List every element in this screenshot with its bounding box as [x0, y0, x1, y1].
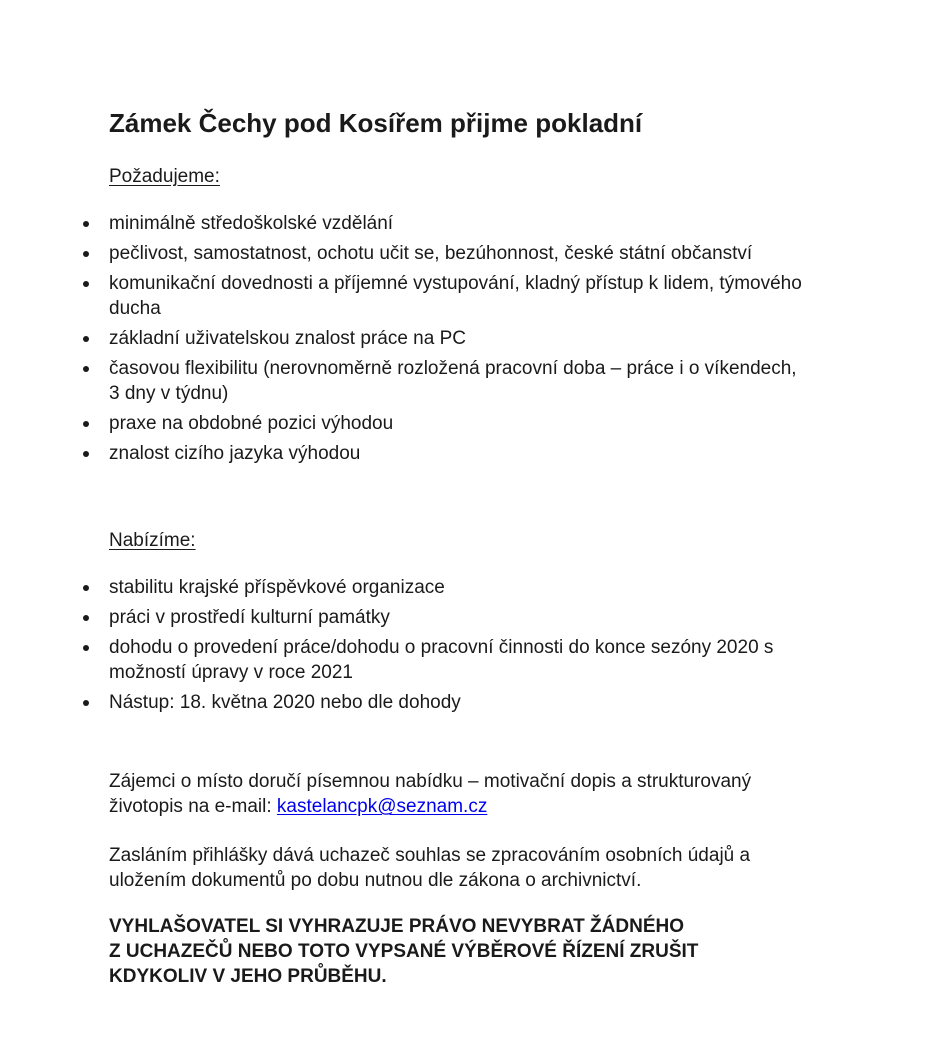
bullet-icon: [83, 421, 89, 427]
list-item: [0, 690, 809, 715]
list-item: [0, 326, 809, 351]
requirement-text: časovou flexibilitu (nerovnoměrně rozložená pracovní doba – práce i o víkendech, 3 dny v týdnu): [109, 358, 797, 404]
requirements-list: [0, 211, 934, 471]
bullet-icon: [83, 645, 89, 651]
warning-line: VYHLAŠOVATEL SI VYHRAZUJE PRÁVO NEVYBRAT ŽÁDNÉHO: [109, 916, 684, 937]
bullet-icon: [83, 281, 89, 287]
requirement-text: komunikační dovednosti a příjemné vystupování, kladný přístup k lidem, týmového ducha: [109, 273, 802, 319]
warning-paragraph: [109, 914, 829, 989]
bullet-icon: [83, 251, 89, 257]
offer-heading: Nabízíme:: [109, 530, 196, 551]
application-text: Zájemci o místo doručí písemnou nabídku – motivační dopis a strukturovaný životopis na e-mail:: [109, 771, 752, 817]
list-item: [0, 241, 809, 266]
offer-text: dohodu o provedení práce/dohodu o pracovní činnosti do konce sezóny 2020 s možností úpravy v roce 2021: [109, 637, 774, 683]
consent-paragraph: Zasláním přihlášky dává uchazeč souhlas se zpracováním osobních údajů a uložením dokumentů po dobu nutnou dle zákona o archivnictví.: [109, 845, 751, 891]
warning-line: Z UCHAZEČŮ NEBO TOTO VYPSANÉ VÝBĚROVÉ ŘÍZENÍ ZRUŠIT: [109, 941, 699, 962]
offer-text: Nástup: 18. května 2020 nebo dle dohody: [109, 692, 461, 713]
offer-list: [0, 575, 934, 720]
bullet-icon: [83, 336, 89, 342]
list-item: [0, 356, 809, 406]
list-item: [0, 605, 809, 630]
requirement-text: základní uživatelskou znalost práce na PC: [109, 328, 466, 349]
list-item: [0, 635, 809, 685]
bullet-icon: [83, 700, 89, 706]
offer-text: stabilitu krajské příspěvkové organizace: [109, 577, 445, 598]
page-title: Zámek Čechy pod Kosířem přijme pokladní: [109, 108, 643, 138]
bullet-icon: [83, 615, 89, 621]
requirement-text: minimálně středoškolské vzdělání: [109, 213, 394, 234]
requirements-heading: Požadujeme:: [109, 166, 220, 187]
bullet-icon: [83, 451, 89, 457]
requirement-text: praxe na obdobné pozici výhodou: [109, 413, 394, 434]
bullet-icon: [83, 366, 89, 372]
application-paragraph: [109, 769, 829, 819]
list-item: [0, 271, 809, 321]
list-item: [0, 211, 809, 236]
requirement-text: znalost cizího jazyka výhodou: [109, 443, 361, 464]
email-link[interactable]: kastelancpk@seznam.cz: [276, 796, 488, 817]
bullet-icon: [83, 221, 89, 227]
list-item: [0, 411, 809, 436]
list-item: [0, 575, 809, 600]
offer-text: práci v prostředí kulturní památky: [109, 607, 390, 628]
list-item: [0, 441, 809, 466]
warning-line: KDYKOLIV V JEHO PRŮBĚHU.: [109, 966, 387, 987]
bullet-icon: [83, 585, 89, 591]
requirement-text: pečlivost, samostatnost, ochotu učit se, bezúhonnost, české státní občanství: [109, 243, 753, 264]
